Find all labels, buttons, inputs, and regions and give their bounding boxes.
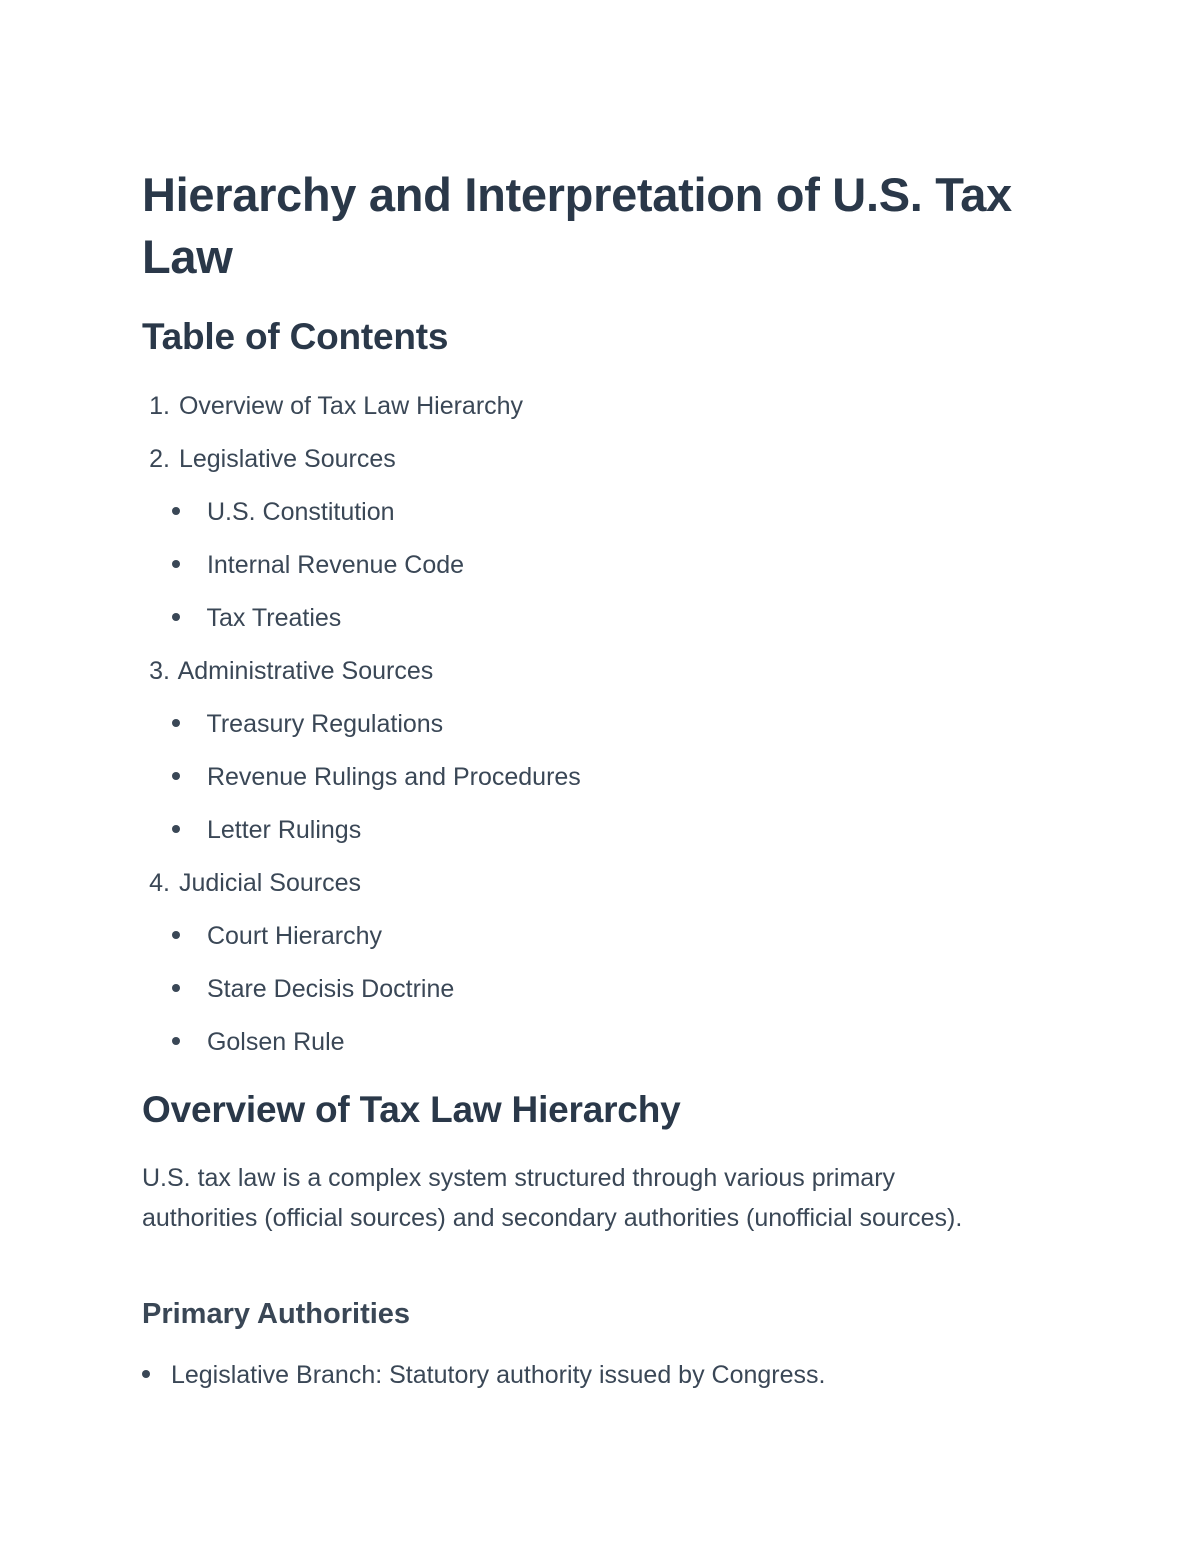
toc-subitem-revenue-rulings[interactable]: [142, 757, 581, 810]
primary-authorities-list: [142, 1355, 825, 1395]
toc-number: 1.: [149, 392, 170, 420]
section-heading-overview: Overview of Tax Law Hierarchy: [142, 1089, 681, 1130]
toc-subitem-internal-revenue-code[interactable]: [142, 545, 581, 598]
toc-label: Judicial Sources: [178, 869, 361, 897]
toc-number: 2.: [149, 445, 170, 473]
toc-subitem-court-hierarchy[interactable]: [142, 916, 581, 969]
toc-item-legislative-sources[interactable]: [142, 439, 581, 492]
toc-label: Letter Rulings: [206, 816, 362, 844]
toc-number: 3.: [149, 657, 170, 685]
bullet-icon: [172, 825, 180, 833]
bullet-icon: [172, 719, 180, 727]
toc-subitem-treasury-regulations[interactable]: [142, 704, 581, 757]
toc-label: Court Hierarchy: [206, 922, 383, 950]
bullet-icon: [172, 613, 180, 621]
bullet-icon: [172, 1037, 180, 1045]
bullet-icon: [172, 984, 180, 992]
bullet-icon: [172, 560, 180, 568]
toc-label: Revenue Rulings and Procedures: [206, 763, 581, 791]
toc-label: Tax Treaties: [206, 604, 342, 632]
toc-subitem-tax-treaties[interactable]: [142, 598, 581, 651]
toc-label: Internal Revenue Code: [206, 551, 465, 579]
toc-subitem-stare-decisis[interactable]: [142, 969, 581, 1022]
toc-subitem-letter-rulings[interactable]: [142, 810, 581, 863]
toc-label: Legislative Sources: [178, 445, 396, 473]
overview-paragraph: U.S. tax law is a complex system structured through various primary authorities (official sources) and secondary authorities (unofficial sources).: [142, 1164, 963, 1232]
page-title: Hierarchy and Interpretation of U.S. Tax Law: [142, 168, 1012, 283]
toc-label: Overview of Tax Law Hierarchy: [178, 392, 524, 420]
toc-item-administrative-sources[interactable]: [142, 651, 581, 704]
list-item-text: Legislative Branch: Statutory authority issued by Congress.: [170, 1361, 826, 1389]
toc-heading: Table of Contents: [142, 316, 449, 357]
toc-label: Stare Decisis Doctrine: [206, 975, 455, 1003]
list-item: [142, 1355, 825, 1395]
bullet-icon: [172, 772, 180, 780]
toc-label: U.S. Constitution: [206, 498, 395, 526]
toc-number: 4.: [149, 869, 170, 897]
toc-label: Golsen Rule: [206, 1028, 345, 1056]
toc-label: Administrative Sources: [177, 657, 434, 685]
toc-item-judicial-sources[interactable]: [142, 863, 581, 916]
table-of-contents: [142, 386, 581, 1075]
toc-label: Treasury Regulations: [206, 710, 444, 738]
toc-subitem-us-constitution[interactable]: [142, 492, 581, 545]
bullet-icon: [172, 507, 180, 515]
bullet-icon: [172, 931, 180, 939]
subsection-heading-primary-authorities: Primary Authorities: [142, 1298, 411, 1330]
bullet-icon: [142, 1370, 150, 1378]
toc-item-overview[interactable]: [142, 386, 581, 439]
toc-subitem-golsen-rule[interactable]: [142, 1022, 581, 1075]
